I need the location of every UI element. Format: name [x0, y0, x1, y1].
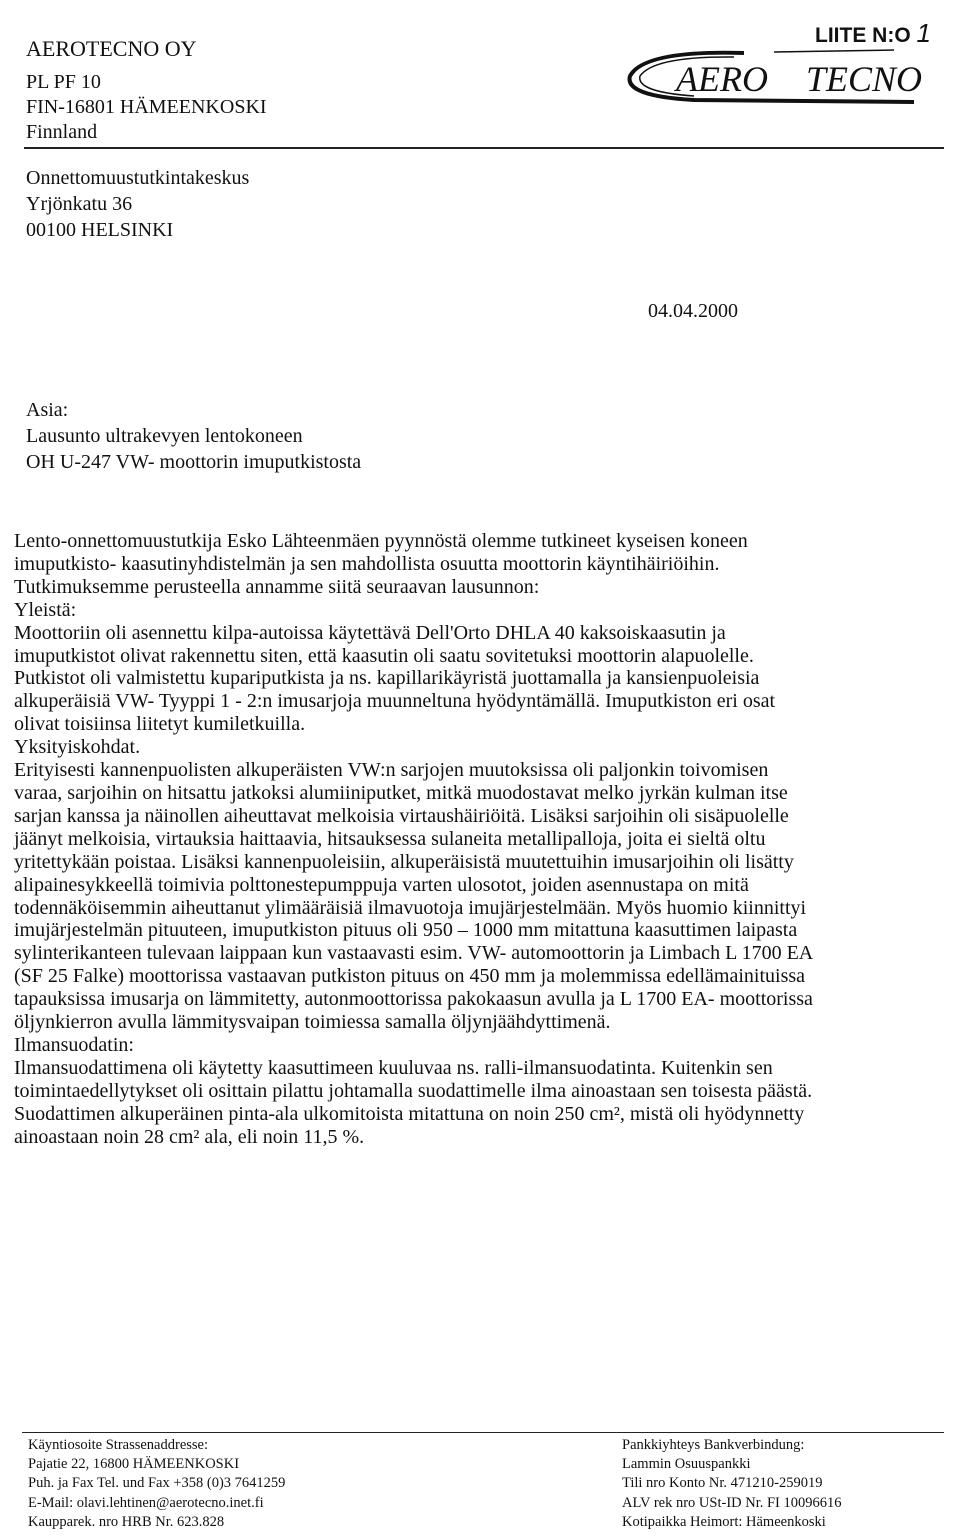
- footer-line: Lammin Osuuspankki: [622, 1456, 751, 1473]
- subject-line: OH U-247 VW- moottorin imuputkistosta: [26, 451, 362, 473]
- body-line: jäänyt melkoisia, virtauksia haittaavia, hitsauksessa sulaneita metallipalloja, joita ei sieltä oltu: [14, 827, 766, 850]
- body-line: Lento-onnettomuustutkija Esko Lähteenmäen pyynnöstä olemme tutkineet kyseisen koneen: [14, 530, 748, 552]
- body-line: Suodattimen alkuperäinen pinta-ala ulkomitoista mitattuna on noin 250 cm², mistä oli hyödynnetty: [14, 1102, 805, 1125]
- body-line: sylinterikanteen tulevaan laippaan kun vastaavasti esim. VW- automoottorin ja Limbach L 1700 EA: [14, 942, 814, 965]
- sender-line: PL PF 10: [26, 71, 101, 93]
- subject-line: Asia:: [26, 399, 69, 421]
- letter-body: [14, 530, 924, 1148]
- body-line: Moottoriin oli asennettu kilpa-autoissa käytettävä Dell'Orto DHLA 40 kaksoiskaasutin ja: [14, 621, 726, 644]
- footer-line: Tili nro Konto Nr. 471210-259019: [622, 1475, 823, 1492]
- body-line: Tutkimuksemme perusteella annamme siitä seuraavan lausunnon:: [14, 575, 540, 598]
- body-line: Putkistot oli valmistettu kupariputkista ja ns. kapillarikäyristä juottamalla ja kansienpuoleisia: [14, 667, 760, 690]
- body-line: Ilmansuodatin:: [14, 1033, 134, 1056]
- recipient-address: [26, 165, 249, 243]
- body-line: imuputkisto- kaasutinyhdistelmän ja sen mahdollista osuutta moottorin käyntihäiriöihin.: [14, 552, 720, 575]
- body-line: (SF 25 Falke) moottorissa vastaavan putkiston pituus on 450 mm ja molemmissa edellämainituissa: [14, 965, 806, 988]
- footer-line: ALV rek nro USt-ID Nr. FI 10096616: [622, 1494, 842, 1511]
- recipient-line: Yrjönkatu 36: [26, 193, 133, 215]
- attachment-number: 1: [916, 18, 931, 48]
- footer-line: Kaupparek. nro HRB Nr. 623.828: [28, 1513, 225, 1530]
- sender-line: FIN-16801 HÄMEENKOSKI: [26, 96, 267, 118]
- svg-text:TECNO: TECNO: [806, 59, 923, 99]
- body-line: toimintaedellytykset oli osittain pilattu johtamalla suodattimelle ilma ainoastaan sen toisesta päästä.: [14, 1079, 813, 1102]
- attachment-text: LIITE N:O: [815, 24, 911, 47]
- company-logo: [624, 44, 924, 110]
- letter-date: 04.04.2000: [648, 300, 738, 322]
- sender-address: [26, 36, 267, 145]
- body-line: Yksityiskohdat.: [14, 736, 141, 759]
- subject-line: Lausunto ultrakevyen lentokoneen: [26, 425, 303, 447]
- body-line: tapauksissa imusarja on lämmitetty, autonmoottorissa pakokaasun avulla ja L 1700 EA- moottorissa: [14, 988, 813, 1011]
- footer-line: Käyntiosoite Strassenaddresse:: [28, 1437, 209, 1453]
- body-line: ainoastaan noin 28 cm² ala, eli noin 11,5 %.: [14, 1125, 365, 1148]
- footer-contact: [28, 1436, 285, 1532]
- footer-bank: [622, 1436, 842, 1532]
- letter-subject: [26, 397, 361, 475]
- svg-text:AERO: AERO: [676, 59, 768, 99]
- recipient-line: Onnettomuustutkintakeskus: [26, 167, 250, 189]
- body-line: imujärjestelmän pituuteen, imuputkiston pituus oli 950 – 1000 mm mitattuna kaasuttimen laipasta: [14, 919, 798, 942]
- body-line: varaa, sarjoihin on hitsattu jatkoksi alumiiniputket, mitkä muodostavat melko jyrkän kulman itse: [14, 781, 788, 804]
- body-line: yritettykään poistaa. Lisäksi kannenpuoleisiin, alkuperäisistä muutettuihin imusarjoihin oli lisätty: [14, 850, 794, 873]
- sender-line: Finnland: [26, 121, 98, 143]
- body-line: alkuperäisiä VW- Tyyppi 1 - 2:n imusarjoja muunneltuna hyödyntämällä. Imuputkiston eri osat: [14, 690, 776, 713]
- footer-line: Puh. ja Fax Tel. und Fax +358 (0)3 7641259: [28, 1475, 286, 1492]
- body-line: alipainesykkeellä toimivia polttonestepumppuja varten ulosotot, joiden asennustapa on mitä: [14, 873, 749, 896]
- body-line: Yleistä:: [14, 598, 77, 621]
- aerotecno-logo-icon: [624, 44, 924, 110]
- footer-line: E-Mail: olavi.lehtinen@aerotecno.inet.fi: [28, 1494, 264, 1511]
- body-line: olivat toisiinsa liitetyt kumiletkuilla.: [14, 713, 306, 736]
- sender-company: AEROTECNO OY: [26, 36, 197, 61]
- body-line: öljynkierron avulla lämmitysvaipan toimiessa samalla öljynjäähdyttimenä.: [14, 1011, 611, 1034]
- body-line: Ilmansuodattimena oli käytetty kaasuttimeen kuuluvaa ns. ralli-ilmansuodatinta. Kuitenkin sen: [14, 1056, 773, 1079]
- footer-divider: [22, 1432, 944, 1433]
- footer-line: Pankkiyhteys Bankverbindung:: [622, 1437, 805, 1453]
- recipient-line: 00100 HELSINKI: [26, 219, 174, 241]
- footer-line: Pajatie 22, 16800 HÄMEENKOSKI: [28, 1456, 240, 1473]
- body-line: imuputkistot olivat rakennettu siten, että kaasutin oli saatu sovitetuksi moottorin alapuolelle.: [14, 644, 754, 667]
- body-line: sarjan kanssa ja näinollen aiheuttavat melkoisia virtaushäiriöitä. Lisäksi sarjoihin oli sisäpuolelle: [14, 804, 789, 827]
- body-line: Erityisesti kannenpuolisten alkuperäisten VW:n sarjojen muutoksissa oli paljonkin toivomisen: [14, 759, 769, 782]
- body-line: todennäköisemmin aiheuttanut ylimääräisiä ilmavuotoja imujärjestelmään. Myös huomio kiinnittyi: [14, 896, 807, 919]
- footer-line: Kotipaikka Heimort: Hämeenkoski: [622, 1513, 826, 1530]
- header-divider: [24, 147, 944, 149]
